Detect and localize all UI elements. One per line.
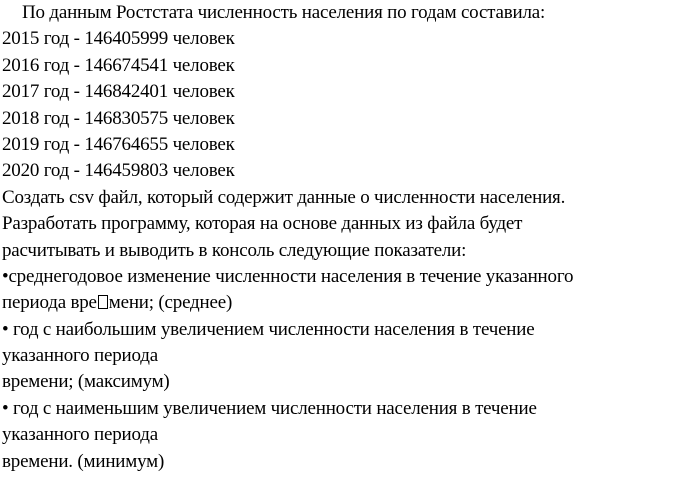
year: 2019	[2, 133, 40, 155]
population-value: 146842401	[84, 81, 169, 103]
year: 2018	[2, 107, 40, 129]
intro-text: По данным Ростстата численность населения по годам составила:	[22, 2, 546, 23]
separator: год -	[39, 107, 85, 129]
task-line-3: расчитывать и выводить в консоль следующие показатели:	[2, 239, 467, 261]
task-line-2: Разработать программу, которая на основе данных из файла будет	[2, 213, 523, 235]
unit: человек	[168, 107, 235, 129]
bullet-item-1-line-1: •среднегодовое изменение численности населения в течение указанного	[2, 265, 574, 287]
document-body	[2, 0, 670, 475]
population-row-2016	[2, 53, 670, 79]
separator: год -	[39, 133, 85, 155]
bullet-item-3-line-2: указанного периода	[2, 424, 158, 446]
bullet-item-2-line-3: времени; (максимум)	[2, 371, 170, 393]
unit: человек	[168, 160, 235, 182]
separator: год -	[39, 54, 85, 76]
bullet-item-2-line-2: указанного периода	[2, 345, 158, 367]
population-value: 146764655	[84, 133, 169, 155]
population-value: 146459803	[84, 160, 169, 182]
population-value: 146674541	[84, 54, 169, 76]
year: 2016	[2, 54, 40, 76]
population-value: 146405999	[84, 28, 169, 50]
bullet-item-3-line-3: времени. (минимум)	[2, 450, 165, 472]
population-row-2019	[2, 132, 670, 158]
task-line-1: Создать csv файл, который содержит данные о численности населения.	[2, 186, 566, 208]
unit: человек	[168, 54, 235, 76]
population-row-2017	[2, 79, 670, 105]
unit: человек	[168, 28, 235, 50]
unit: человек	[168, 133, 235, 155]
year: 2015	[2, 28, 40, 50]
population-row-2018	[2, 106, 670, 132]
year: 2017	[2, 81, 40, 103]
separator: год -	[39, 160, 85, 182]
missing-glyph-icon	[98, 295, 108, 309]
population-value: 146830575	[84, 107, 169, 129]
unit: человек	[168, 81, 235, 103]
population-row-2020	[2, 158, 670, 184]
bullet-item-2-line-1: • год с наибольшим увеличением численности населения в течение	[2, 318, 535, 340]
text-part: мени; (среднее)	[108, 292, 233, 314]
bullet-item-3-line-1: • год с наименьшим увеличением численности населения в течение	[2, 397, 537, 419]
bullet-item-1-line-2	[2, 290, 670, 316]
separator: год -	[39, 28, 85, 50]
separator: год -	[39, 81, 85, 103]
year: 2020	[2, 160, 40, 182]
population-row-2015	[2, 26, 670, 52]
text-part: периода вре	[2, 292, 97, 314]
